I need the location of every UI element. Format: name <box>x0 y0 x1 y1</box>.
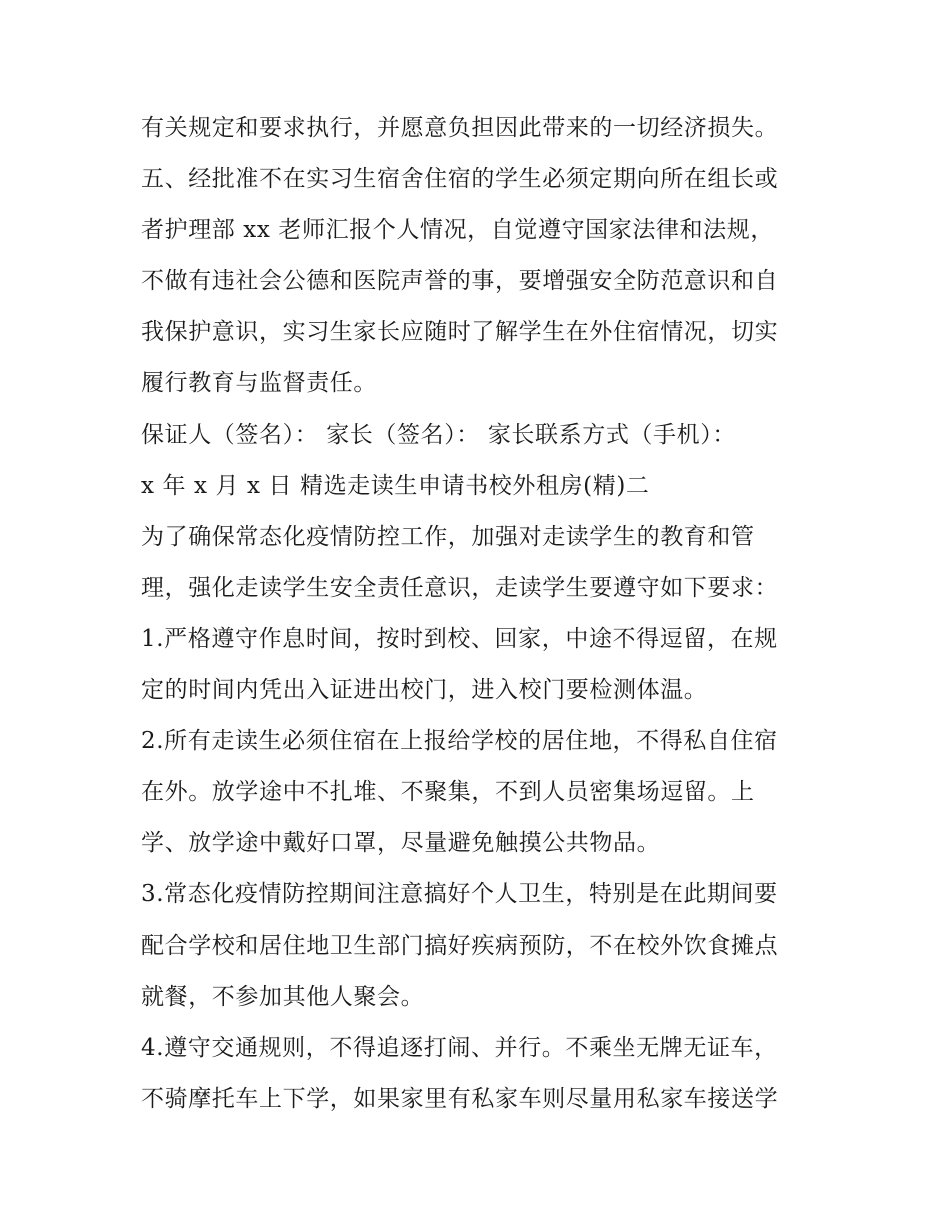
signature-line: 保证人（签名）： 家长（签名）： 家长联系方式（手机）： <box>141 421 736 448</box>
text-line: 学、放学途中戴好口罩，尽量避免触摸公共物品。 <box>141 830 661 857</box>
text-line: 有关规定和要求执行，并愿意负担因此带来的一切经济损失。 <box>141 115 779 141</box>
document-body <box>141 108 841 1130</box>
text-line: 不做有违社会公德和医院声誉的事，要增强安全防范意识和自 <box>141 268 779 295</box>
text-line: 者护理部 xx 老师汇报个人情况，自觉遵守国家法律和法规， <box>141 217 774 244</box>
text-line: 配合学校和居住地卫生部门搞好疾病预防，不在校外饮食摊点 <box>141 932 779 959</box>
text-line: 在外。放学途中不扎堆、不聚集，不到人员密集场逗留。上 <box>141 779 755 806</box>
date-title-line: x 年 x 月 x 日 精选走读生申请书校外租房(精)二 <box>141 472 650 499</box>
text-line: 履行教育与监督责任。 <box>141 370 377 397</box>
text-line: 我保护意识，实习生家长应随时了解学生在外住宿情况，切实 <box>141 319 779 346</box>
text-line: 3.常态化疫情防控期间注意搞好个人卫生，特别是在此期间要 <box>141 881 778 908</box>
text-line: 定的时间内凭出入证进出校门，进入校门要检测体温。 <box>141 677 708 704</box>
text-line: 五、经批准不在实习生宿舍住宿的学生必须定期向所在组长或 <box>141 166 779 193</box>
text-line: 1.严格遵守作息时间，按时到校、回家，中途不得逗留，在规 <box>141 625 778 652</box>
text-line: 4.遵守交通规则，不得追逐打闹、并行。不乘坐无牌无证车， <box>141 1034 778 1061</box>
text-line: 理，强化走读学生安全责任意识，走读学生要遵守如下要求： <box>141 574 779 601</box>
text-line: 不骑摩托车上下学，如果家里有私家车则尽量用私家车接送学 <box>141 1085 779 1112</box>
text-line: 为了确保常态化疫情防控工作，加强对走读学生的教育和管 <box>141 523 755 550</box>
text-line: 就餐，不参加其他人聚会。 <box>141 983 425 1010</box>
text-line: 2.所有走读生必须住宿在上报给学校的居住地，不得私自住宿 <box>141 728 778 755</box>
